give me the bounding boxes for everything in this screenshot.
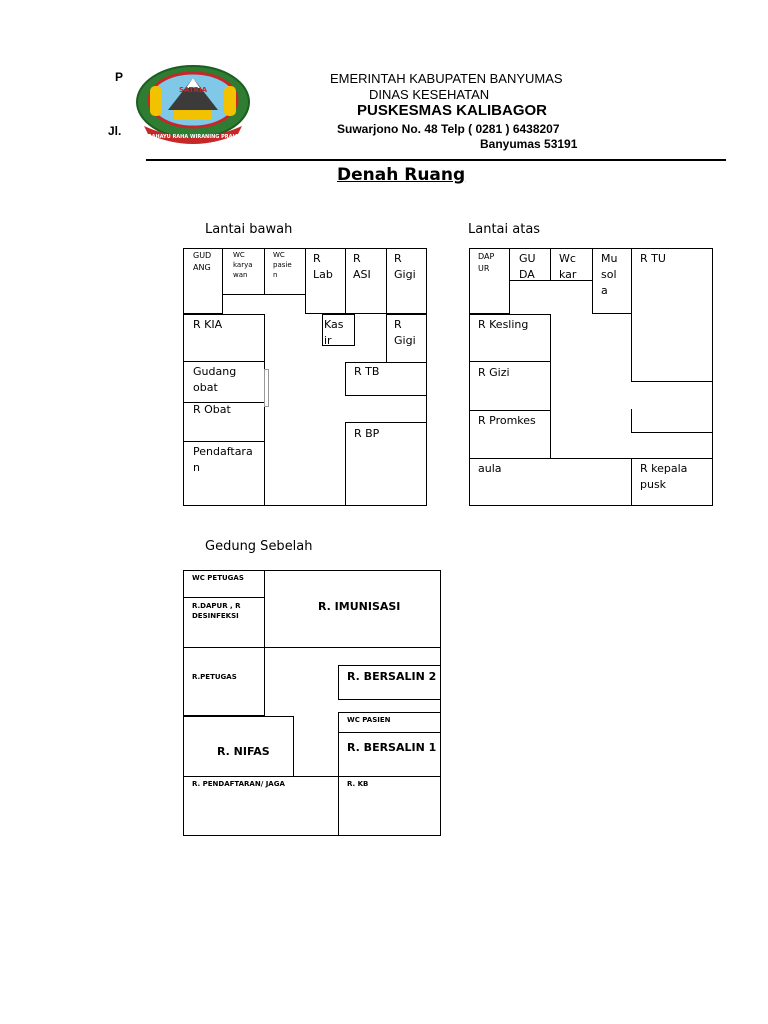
- label-r-dapur: R.DAPUR , R DESINFEKSI: [192, 602, 241, 621]
- letterhead-p: P: [115, 70, 124, 84]
- label-gudang-atas: GU DA: [519, 252, 536, 281]
- svg-text:SATRIA: SATRIA: [178, 86, 208, 94]
- label-r-petugas: R.PETUGAS: [192, 673, 237, 681]
- letterhead-jl: Jl.: [108, 124, 122, 138]
- label-r-tu: R TU: [640, 252, 666, 265]
- label-gudang: GUD ANG: [193, 251, 212, 272]
- label-wc-karyawan: WC karya wan: [233, 251, 253, 280]
- letterhead-line1: EMERINTAH KABUPATEN BANYUMAS: [330, 71, 563, 86]
- letterhead-line3: PUSKESMAS KALIBAGOR: [357, 102, 548, 119]
- label-wc-pasien: WC pasie n: [273, 251, 292, 280]
- label-aula: aula: [478, 462, 502, 475]
- label-gudang-obat: Gudang obat: [193, 365, 237, 394]
- lantai-bawah-heading: Lantai bawah: [205, 222, 293, 237]
- label-pendaftaran: Pendaftara n: [193, 445, 253, 474]
- label-musola: Mu sol a: [601, 252, 618, 297]
- label-r-gigi-top: R Gigi: [394, 252, 416, 281]
- letterhead-line4: Suwarjono No. 48 Telp ( 0281 ) 6438207: [337, 122, 560, 136]
- label-wc-kar: Wc kar: [559, 252, 577, 281]
- label-r-kb: R. KB: [347, 780, 369, 788]
- label-r-lab: R Lab: [313, 252, 333, 281]
- label-r-obat: R Obat: [193, 403, 231, 416]
- label-r-kepala: R kepala pusk: [640, 462, 688, 491]
- label-r-tb: R TB: [354, 365, 380, 378]
- label-dapur: DAP UR: [478, 252, 495, 273]
- label-r-bp: R BP: [354, 427, 380, 440]
- label-r-imunisasi: R. IMUNISASI: [318, 600, 401, 613]
- wall: [631, 409, 632, 433]
- wall: [631, 432, 713, 433]
- letterhead-line2: DINAS KESEHATAN: [369, 87, 490, 102]
- door: [264, 369, 269, 407]
- letterhead-line5: Banyumas 53191: [480, 137, 578, 151]
- label-r-gizi: R Gizi: [478, 366, 510, 379]
- label-r-gigi-2: R Gigi: [394, 318, 416, 347]
- label-r-promkes: R Promkes: [478, 414, 536, 427]
- label-r-nifas: R. NIFAS: [217, 745, 270, 758]
- lantai-atas-heading: Lantai atas: [468, 222, 541, 237]
- svg-text:RAHAYU RAHA WIRANING PRAJA: RAHAYU RAHA WIRANING PRAJA: [147, 134, 239, 140]
- banyumas-regency-emblem-icon: [134, 64, 252, 144]
- label-r-bersalin-1: R. BERSALIN 1: [347, 741, 437, 754]
- label-r-bersalin-2: R. BERSALIN 2: [347, 670, 437, 683]
- label-r-kia: R KIA: [193, 318, 223, 331]
- label-r-pendaftaran: R. PENDAFTARAN/ JAGA: [192, 780, 285, 788]
- page-title: Denah Ruang: [337, 165, 466, 185]
- label-wc-pasien: WC PASIEN: [347, 716, 391, 724]
- gedung-sebelah-heading: Gedung Sebelah: [205, 539, 313, 554]
- label-r-kesling: R Kesling: [478, 318, 529, 331]
- label-r-asi: R ASI: [353, 252, 371, 281]
- label-kasir: Kas ir: [324, 318, 344, 347]
- label-wc-petugas: WC PETUGAS: [192, 574, 244, 582]
- room-r-tu: [631, 248, 713, 382]
- letterhead-divider: [146, 159, 726, 161]
